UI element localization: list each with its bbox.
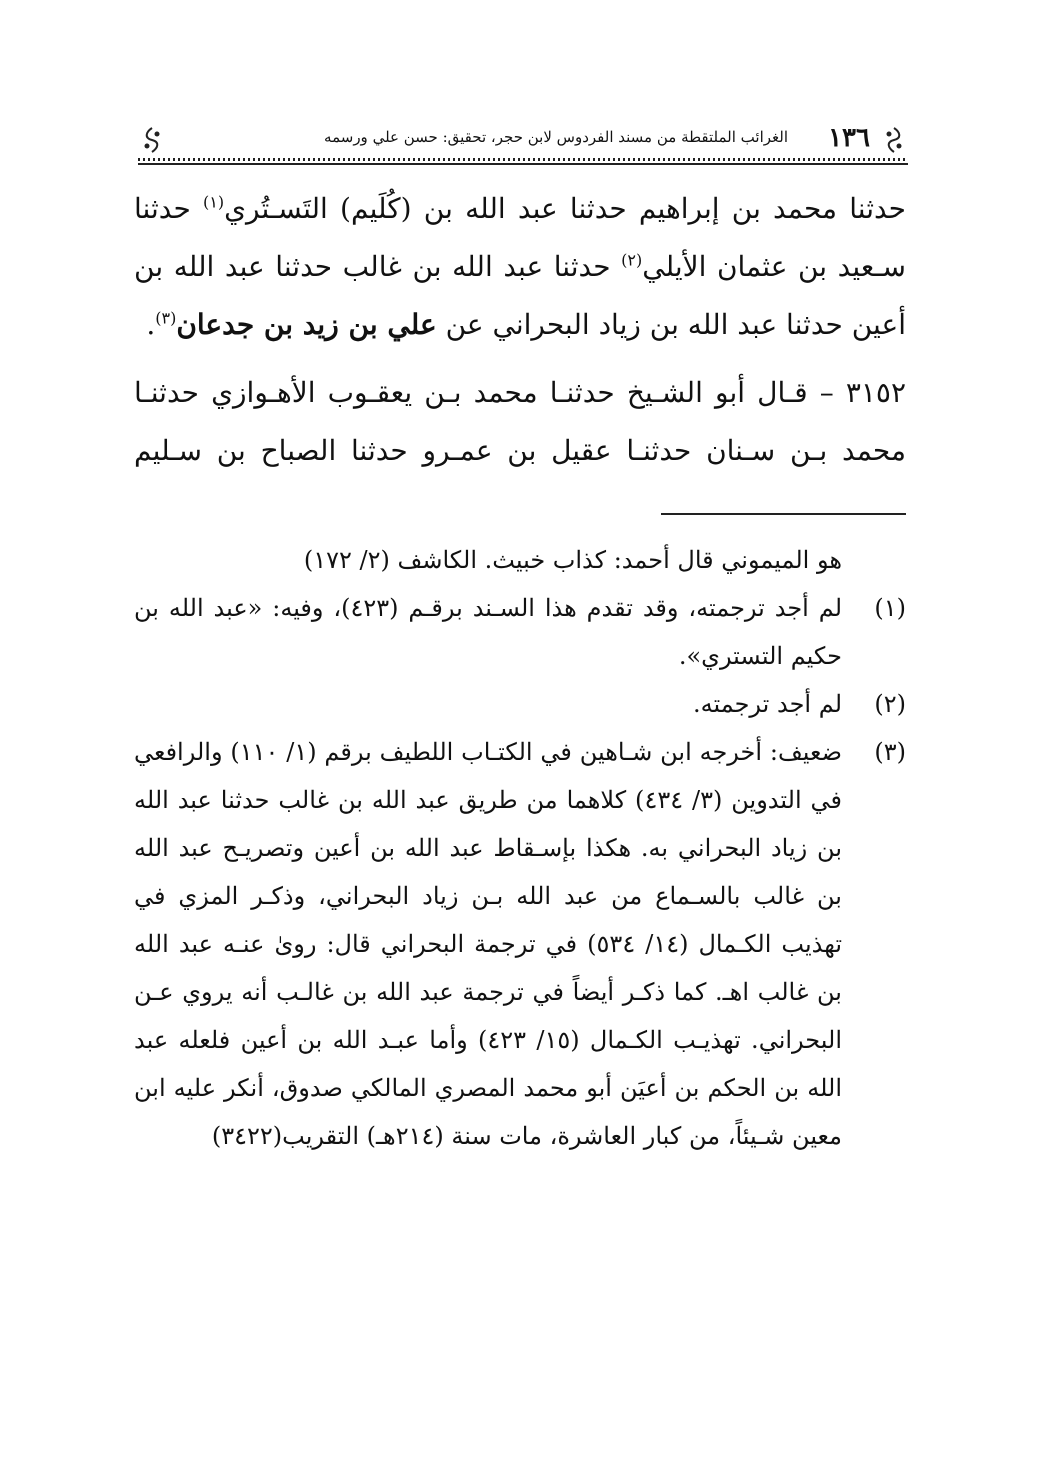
footnote-item <box>134 728 906 1160</box>
footnote-number: (٢) <box>874 690 906 718</box>
main-text <box>134 180 906 480</box>
narrator-name-bold: علي بن زيد بن جدعان <box>176 308 437 341</box>
ornament-icon <box>138 126 166 154</box>
footnote-separator <box>661 513 906 515</box>
footnotes-section <box>134 536 906 1160</box>
footnote-number: (٣) <box>874 738 906 766</box>
footnote-continuation: هو الميموني قال أحمد: كذاب خبيث. الكاشف (٢/ ١٧٢) <box>303 546 842 574</box>
footnote-number: (١) <box>874 594 906 622</box>
footnote-item <box>134 680 906 728</box>
footnote-text: لم أجد ترجمته، وقد تقدم هذا السـند برقـم (٤٢٣)، وفيه: «عبد الله بن حكيم التستري». <box>134 594 843 670</box>
running-header <box>138 118 908 158</box>
hadith-3152-paragraph: ٣١٥٢ – قـال أبو الشـيخ حدثنـا محمد بـن يعقـوب الأهـوازي حدثنـا محمد بـن سـنان حدثنـا عقيل بن عمـرو حدثنا الصباح بن سـليم <box>134 376 906 467</box>
footnote-ref-1[interactable]: (١) <box>202 192 225 212</box>
footnote-ref-2[interactable]: (٢) <box>621 250 643 270</box>
footnote-ref-3[interactable]: (٣) <box>155 308 177 328</box>
running-title: الغرائب الملتقطة من مسند الفردوس لابن حجر، تحقيق: حسن علي ورسمه <box>324 128 788 146</box>
header-divider <box>138 158 908 165</box>
footnote-text: ضعيف: أخرجه ابن شـاهين في الكتـاب اللطيف برقم (١/ ١١٠) والرافعي في التدوين (٣/ ٤٣٤) كلاهما من طريق عبد الله بن غالب حدثنا عبد الله بن زياد البحراني به. هكذا بإسـقاط عبد الله بن أعين وتصريـح عبد الله بن غالب بالسـماع من عبد الله بـن زياد البحراني، وذكـر المزي في تهذيب الكـمال (١٤/ ٥٣٤) في ترجمة البحراني قال: روىٰ عنـه عبد الله بن غالب اهـ. كما ذكـر أيضاً في ترجمة عبد الله بن غالـب أنه يروي عـن البحراني. تهذيـب الكـمال (١٥/ ٤٢٣) وأما عبـد الله بن أعين فلعله عبد الله بن الحكم بن أعيَن أبو محمد المصري المالكي صدوق، أنكر عليه ابن معين شـيئاً، من كبار العاشرة، مات سنة (٢١٤هـ) التقريب(٣٤٢٢) <box>134 738 843 1150</box>
ornament-icon <box>880 126 908 154</box>
footnote-text: لم أجد ترجمته. <box>692 690 842 718</box>
hadith-chain-paragraph: حدثنا محمد بن إبراهيم حدثنا عبد الله بن (كُلَيم) التَسـتُري$^{(١)}$ حدثنا سـعيد بن عثمان الأيلي$^{(٢)}$ حدثنا عبد الله بن غالب حدثنا عبد الله بن أعين حدثنا عبد الله بن زياد البحراني عن علي بن زيد بن جدعان$^{(٣)}$. <box>134 192 907 341</box>
page-number: ١٣٦ <box>828 123 870 153</box>
footnote-item <box>134 584 906 680</box>
